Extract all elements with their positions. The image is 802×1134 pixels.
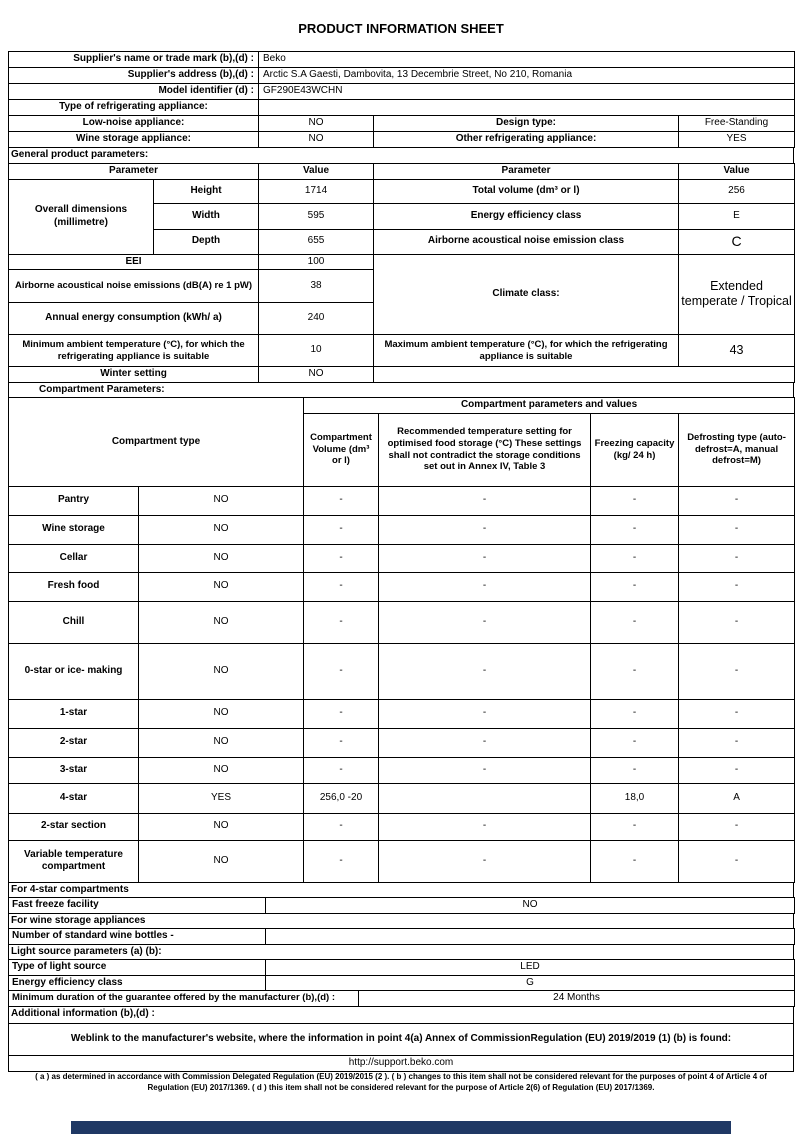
additional-info-header: Additional information (b),(d) : <box>9 1006 794 1023</box>
compartment-group-header: Compartment parameters and values <box>304 398 795 414</box>
compartment-type: 4-star <box>9 783 139 813</box>
fast-freeze-table <box>8 897 795 914</box>
other-refrigerating-value: YES <box>679 131 795 147</box>
other-refrigerating-label: Other refrigerating appliance: <box>374 131 679 147</box>
compartment-volume: - <box>304 757 379 783</box>
compartment-type: 0-star or ice- making <box>9 643 139 699</box>
col-header-freezing-capacity: Freezing capacity (kg/ 24 h) <box>591 413 679 486</box>
compartment-present: NO <box>139 601 304 643</box>
compartment-type: Variable temperature compartment <box>9 840 139 882</box>
col-header-compartment-volume: Compartment Volume (dm³ or l) <box>304 413 379 486</box>
compartment-row-variable-temp <box>9 840 795 882</box>
footnote-text: ( a ) as determined in accordance with Commission Delegated Regulation (EU) 2019/2015 (2 ). ( b ) changes to this item shall not be considered relevant for the purposes of point 4 of Article 4 of Regulation (EU) 2017/1369. ( d ) this item shall not be considered relevant for the purpose of Article 2(6) of Regulation (EU) 2017/1369. <box>35 1072 767 1092</box>
compartment-table <box>8 397 795 883</box>
compartment-defrost: - <box>679 728 795 757</box>
design-type-value: Free-Standing <box>679 115 795 131</box>
noise-emissions-value: 38 <box>259 270 374 303</box>
overall-dimensions-label: Overall dimensions (millimetre) <box>9 179 154 254</box>
compartment-temp: - <box>379 840 591 882</box>
col-header-defrosting-type: Defrosting type (auto-defrost=A, manual defrost=M) <box>679 413 795 486</box>
compartment-type: 2-star section <box>9 813 139 840</box>
col-header-parameter-2: Parameter <box>374 163 679 179</box>
weblink-label: Weblink to the manufacturer's website, where the information in point 4(a) Annex of CommissionRegulation (EU) 2019/2019 (1) (b) is found: <box>9 1023 794 1055</box>
compartment-type: Fresh food <box>9 572 139 601</box>
compartment-freezing: - <box>591 728 679 757</box>
dimension-width-value: 595 <box>259 203 374 229</box>
annual-energy-label: Annual energy consumption (kWh/ a) <box>9 303 259 335</box>
bottom-bar <box>71 1121 731 1134</box>
compartment-volume: - <box>304 544 379 572</box>
compartment-defrost: - <box>679 699 795 728</box>
supplier-table <box>8 51 795 100</box>
model-identifier-label: Model identifier (d) : <box>9 84 259 100</box>
general-section-header: General product parameters: <box>9 147 794 163</box>
weblink-table <box>8 1023 794 1072</box>
compartment-temp: - <box>379 643 591 699</box>
wine-storage-appliance-label: Wine storage appliance: <box>9 131 259 147</box>
compartment-type: 1-star <box>9 699 139 728</box>
compartment-present: NO <box>139 840 304 882</box>
compartment-type: 2-star <box>9 728 139 757</box>
compartment-freezing: - <box>591 813 679 840</box>
compartment-type: 3-star <box>9 757 139 783</box>
col-header-parameter-1: Parameter <box>9 163 259 179</box>
supplier-name-label: Supplier's name or trade mark (b),(d) : <box>9 52 259 68</box>
guarantee-label: Minimum duration of the guarantee offered by the manufacturer (b),(d) : <box>9 991 359 1007</box>
compartment-present: NO <box>139 757 304 783</box>
dimension-depth-label: Depth <box>154 229 259 254</box>
four-star-section-header: For 4-star compartments <box>9 882 794 898</box>
compartment-freezing: - <box>591 643 679 699</box>
compartment-row-chill <box>9 601 795 643</box>
light-type-value: LED <box>266 960 795 976</box>
compartment-freezing: - <box>591 572 679 601</box>
compartment-defrost: - <box>679 486 795 515</box>
eei-value: 100 <box>259 254 374 270</box>
light-class-label: Energy efficiency class <box>9 975 266 991</box>
fast-freeze-value: NO <box>266 898 795 914</box>
compartment-present: NO <box>139 515 304 544</box>
compartment-freezing: 18,0 <box>591 783 679 813</box>
page-title: PRODUCT INFORMATION SHEET <box>298 21 504 36</box>
compartment-present: NO <box>139 728 304 757</box>
compartment-temp: - <box>379 757 591 783</box>
appliance-type-empty-cell <box>259 100 795 116</box>
guarantee-table <box>8 990 795 1007</box>
max-ambient-label: Maximum ambient temperature (°C), for which the refrigerating appliance is suitable <box>374 335 679 367</box>
compartment-freezing: - <box>591 486 679 515</box>
low-noise-value: NO <box>259 115 374 131</box>
compartment-defrost: - <box>679 572 795 601</box>
fast-freeze-label: Fast freeze facility <box>9 898 266 914</box>
wine-header-table <box>8 913 794 930</box>
compartment-row-pantry <box>9 486 795 515</box>
dimension-height-label: Height <box>154 179 259 203</box>
col-header-value-2: Value <box>679 163 795 179</box>
compartment-defrost: - <box>679 813 795 840</box>
compartment-volume: 256,0 -20 <box>304 783 379 813</box>
winter-setting-value: NO <box>259 367 374 383</box>
compartment-defrost: - <box>679 643 795 699</box>
compartment-temp: - <box>379 572 591 601</box>
compartment-freezing: - <box>591 699 679 728</box>
compartment-volume: - <box>304 728 379 757</box>
compartment-present: NO <box>139 486 304 515</box>
compartment-temp: - <box>379 544 591 572</box>
compartment-volume: - <box>304 840 379 882</box>
wine-bottles-empty-cell <box>266 929 795 945</box>
four-star-header-table <box>8 882 794 899</box>
energy-class-value: E <box>679 203 795 229</box>
compartment-defrost: - <box>679 840 795 882</box>
dimension-width-label: Width <box>154 203 259 229</box>
wine-section-header: For wine storage appliances <box>9 913 794 929</box>
winter-setting-label: Winter setting <box>9 367 259 383</box>
compartment-present: NO <box>139 699 304 728</box>
compartment-row-fresh-food <box>9 572 795 601</box>
compartment-defrost: - <box>679 757 795 783</box>
annual-energy-value: 240 <box>259 303 374 335</box>
compartment-temp: - <box>379 515 591 544</box>
general-header-table <box>8 147 794 164</box>
low-noise-label: Low-noise appliance: <box>9 115 259 131</box>
compartment-temp: - <box>379 486 591 515</box>
compartment-freezing: - <box>591 544 679 572</box>
energy-class-label: Energy efficiency class <box>374 203 679 229</box>
compartment-temp <box>379 783 591 813</box>
col-header-recommended-temp: Recommended temperature setting for optimised food storage (°C) These settings shall not contradict the storage conditions set out in Annex IV, Table 3 <box>379 413 591 486</box>
weblink-url[interactable]: http://support.beko.com <box>9 1055 794 1071</box>
compartment-freezing: - <box>591 840 679 882</box>
compartment-volume: - <box>304 643 379 699</box>
compartment-freezing: - <box>591 601 679 643</box>
compartment-header-table <box>8 382 794 399</box>
compartment-volume: - <box>304 601 379 643</box>
wine-storage-appliance-value: NO <box>259 131 374 147</box>
compartment-type: Wine storage <box>9 515 139 544</box>
climate-class-label: Climate class: <box>374 254 679 335</box>
max-ambient-value: 43 <box>679 335 795 367</box>
noise-class-label: Airborne acoustical noise emission class <box>374 229 679 254</box>
light-section-header: Light source parameters (a) (b): <box>9 944 794 960</box>
compartment-defrost: - <box>679 515 795 544</box>
additional-info-table <box>8 1006 794 1024</box>
compartment-defrost: - <box>679 601 795 643</box>
compartment-type: Chill <box>9 601 139 643</box>
wine-bottles-table <box>8 928 795 945</box>
noise-class-value: C <box>679 229 795 254</box>
appliance-flags-table <box>8 115 795 148</box>
compartment-volume: - <box>304 699 379 728</box>
model-identifier-value: GF290E43WCHN <box>259 84 795 100</box>
compartment-present: NO <box>139 572 304 601</box>
compartment-defrost: A <box>679 783 795 813</box>
compartment-temp: - <box>379 728 591 757</box>
compartment-row-2-star-section <box>9 813 795 840</box>
general-parameters-table <box>8 163 795 383</box>
compartment-row-3-star <box>9 757 795 783</box>
noise-emissions-label: Airborne acoustical noise emissions (dB(A) re 1 pW) <box>9 270 259 303</box>
winter-setting-empty-cell <box>374 367 795 383</box>
compartment-section-header: Compartment Parameters: <box>9 382 794 398</box>
compartment-defrost: - <box>679 544 795 572</box>
design-type-label: Design type: <box>374 115 679 131</box>
compartment-row-4-star <box>9 783 795 813</box>
compartment-row-0-star <box>9 643 795 699</box>
wine-bottles-label: Number of standard wine bottles - <box>9 929 266 945</box>
compartment-temp: - <box>379 699 591 728</box>
appliance-type-table <box>8 99 795 116</box>
col-header-value-1: Value <box>259 163 374 179</box>
compartment-type-header: Compartment type <box>9 398 304 487</box>
compartment-row-cellar <box>9 544 795 572</box>
supplier-address-value: Arctic S.A Gaesti, Dambovita, 13 Decembrie Street, No 210, Romania <box>259 68 795 84</box>
compartment-freezing: - <box>591 515 679 544</box>
compartment-freezing: - <box>591 757 679 783</box>
compartment-row-wine-storage <box>9 515 795 544</box>
compartment-temp: - <box>379 601 591 643</box>
compartment-row-2-star <box>9 728 795 757</box>
min-ambient-value: 10 <box>259 335 374 367</box>
compartment-present: NO <box>139 813 304 840</box>
light-type-label: Type of light source <box>9 960 266 976</box>
compartment-present: NO <box>139 643 304 699</box>
min-ambient-label: Minimum ambient temperature (°C), for which the refrigerating appliance is suitable <box>9 335 259 367</box>
light-class-value: G <box>266 975 795 991</box>
dimension-depth-value: 655 <box>259 229 374 254</box>
compartment-type: Cellar <box>9 544 139 572</box>
climate-class-value: Extended temperate / Tropical <box>679 254 795 335</box>
compartment-volume: - <box>304 486 379 515</box>
compartment-temp: - <box>379 813 591 840</box>
compartment-volume: - <box>304 515 379 544</box>
supplier-name-value: Beko <box>259 52 795 68</box>
light-header-table <box>8 944 794 961</box>
appliance-type-header: Type of refrigerating appliance: <box>9 100 259 116</box>
total-volume-value: 256 <box>679 179 795 203</box>
eei-label: EEI <box>9 254 259 270</box>
sheet-body <box>8 51 794 1072</box>
supplier-address-label: Supplier's address (b),(d) : <box>9 68 259 84</box>
guarantee-value: 24 Months <box>359 991 795 1007</box>
compartment-volume: - <box>304 572 379 601</box>
dimension-height-value: 1714 <box>259 179 374 203</box>
compartment-row-1-star <box>9 699 795 728</box>
compartment-present: NO <box>139 544 304 572</box>
light-source-table <box>8 959 795 991</box>
total-volume-label: Total volume (dm³ or l) <box>374 179 679 203</box>
compartment-type: Pantry <box>9 486 139 515</box>
compartment-volume: - <box>304 813 379 840</box>
compartment-present: YES <box>139 783 304 813</box>
